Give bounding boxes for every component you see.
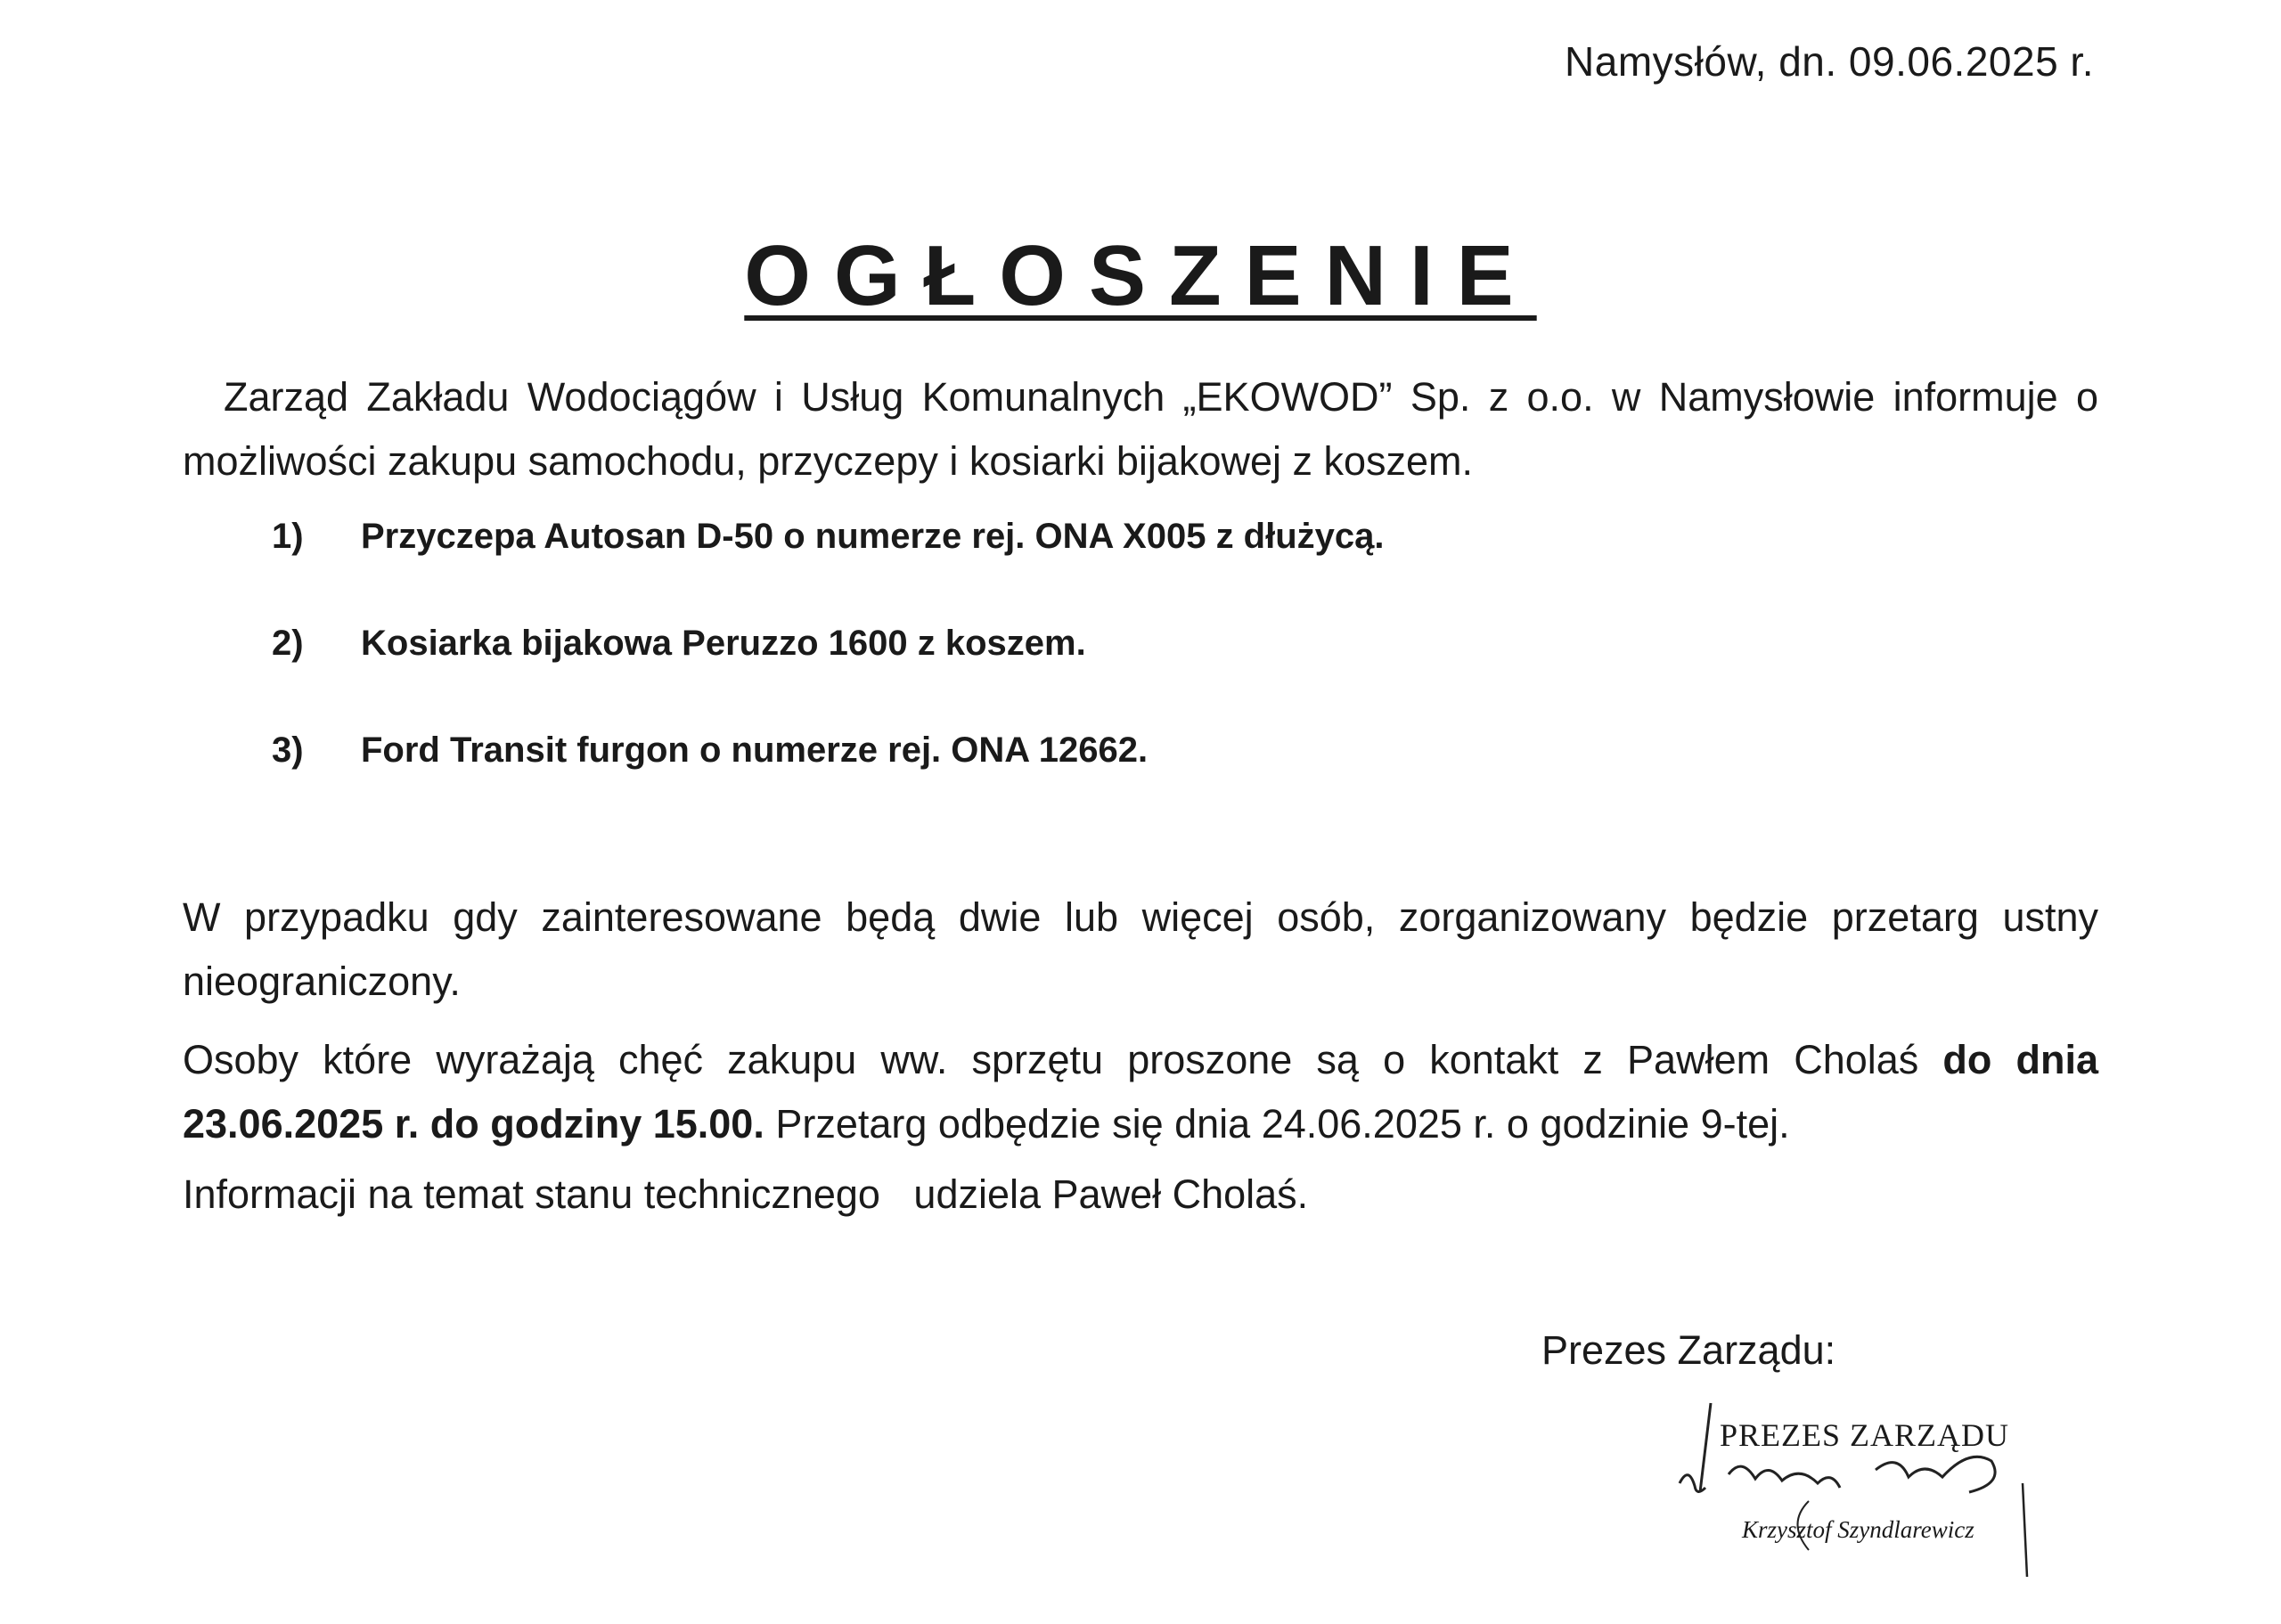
- list-item: [272, 730, 1385, 837]
- stamp-title: PREZES ZARZĄDU: [1720, 1417, 2010, 1453]
- item-number: 3): [272, 730, 304, 770]
- date-line: Namysłów, dn. 09.06.2025 r.: [1565, 38, 2094, 85]
- signature-label: Prezes Zarządu:: [1541, 1327, 1836, 1373]
- signature-stamp: [1675, 1399, 2032, 1577]
- contact-paragraph: [183, 1028, 2098, 1156]
- document-title: [0, 227, 2281, 325]
- list-item: [272, 624, 1385, 730]
- stamp-name: Krzysztof Szyndlarewicz: [1742, 1516, 1974, 1543]
- item-list: [272, 517, 1385, 837]
- item-text: Przyczepa Autosan D-50 o numerze rej. ONA X005 z dłużycą.: [361, 517, 1385, 556]
- list-item: [272, 517, 1385, 624]
- item-text: Ford Transit furgon o numerze rej. ONA 12662.: [361, 730, 1149, 770]
- contact-text: Osoby które wyrażają chęć zakupu ww. sprzętu proszone są o kontakt z Pawłem Cholaś: [183, 1037, 1919, 1082]
- item-number: 1): [272, 517, 304, 556]
- auction-date-text: Przetarg odbędzie się dnia 24.06.2025 r. o godzinie 9-tej.: [775, 1101, 1790, 1147]
- item-number: 2): [272, 624, 304, 663]
- title-text: OGŁOSZENIE: [744, 228, 1537, 323]
- auction-info-paragraph: W przypadku gdy zainteresowane będą dwie lub więcej osób, zorganizowany będzie przetarg ustny nieograniczony.: [183, 894, 2098, 1004]
- item-text: Kosiarka bijakowa Peruzzo 1600 z koszem.: [361, 624, 1086, 663]
- deadline-text: do dnia 23.06.2025 r. do godziny 15.00.: [183, 1037, 2099, 1147]
- technical-info-paragraph: Informacji na temat stanu technicznego udziela Paweł Cholaś.: [183, 1171, 1309, 1217]
- intro-paragraph: Zarząd Zakładu Wodociągów i Usług Komunalnych „EKOWOD” Sp. z o.o. w Namysłowie informuje o możliwości zakupu samochodu, przyczepy i kosiarki bijakowej z koszem.: [183, 374, 2098, 484]
